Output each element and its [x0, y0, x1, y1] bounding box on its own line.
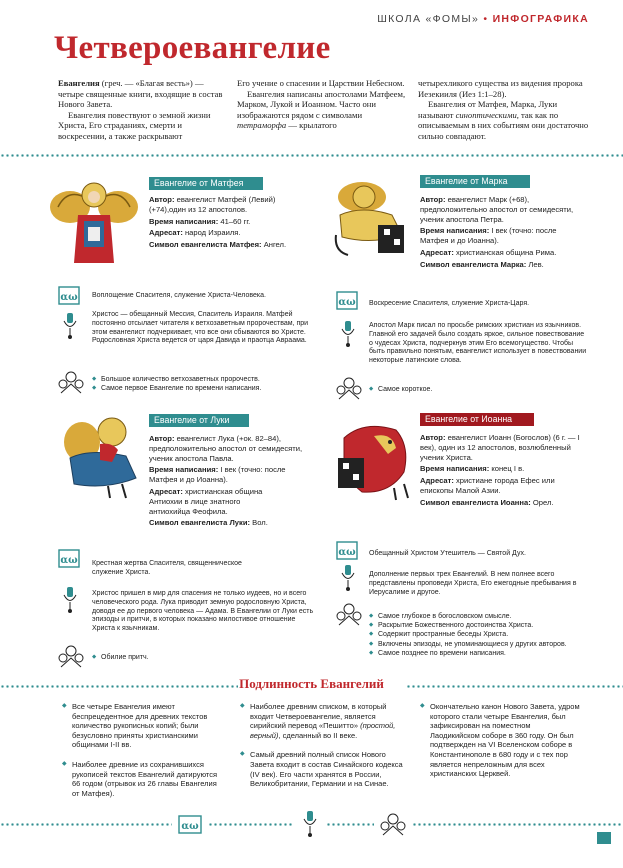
alpha-omega-icon [58, 285, 80, 307]
intro-term: Евангелия [58, 78, 100, 88]
value: Лев. [526, 259, 544, 269]
angel-symbol-icon [48, 177, 140, 267]
intro-text: Евангелия написаны апостолами Матфеем, Марком, Лукой и Иоанном. Часто они изображаются рядом с символами [237, 88, 406, 120]
value: евангелист Марк (+68), предположительно апостол от семидесяти, ученик апостола Петра. [420, 195, 574, 224]
divider-dots [326, 822, 374, 827]
page-corner-tab [597, 832, 611, 844]
luke-text: Христос пришел в мир для спасения не только иудеев, но и всего человеческого рода. Лука приводит земную родословную Христа, доводя ее до первого человека — Адама. В Евангелии от Луки есть эпизоды и притчи, в которых показано милостивое отношение Христа к язычникам. [92, 590, 314, 633]
label: Символ евангелиста Марка: [420, 259, 527, 269]
feature-item: ◆ Самое первое Евангелие по времени написания. [92, 384, 312, 393]
label: Символ евангелиста Луки: [149, 518, 251, 528]
svg-text:αω: αω [338, 297, 356, 308]
mark-features [369, 385, 569, 394]
john-features [369, 612, 599, 658]
label: Адресат: [149, 486, 183, 496]
feature-item: ◆ Большое количество ветхозаветных пророчеств. [92, 375, 312, 384]
matthew-theme: Воплощение Спасителя, служение Христа-Человека. [92, 292, 266, 299]
page-title: Четвероевангелие [54, 30, 331, 66]
matthew-details [149, 195, 309, 252]
feature-item: ◆ Самое короткое. [369, 385, 569, 394]
header-dot: • [483, 13, 489, 25]
intro-text: Его учение о спасении и Царствии Небесном. [237, 78, 405, 88]
authenticity-item: ◆ Окончательно канон Нового Завета, удром которого стали четыре Евангелия, был зафиксирован на поместном Лаодикийском соборе в 360 году. Он был подтвержден на VI Вселенском соборе в Константинополе в 680 году и с тех пор является непреложным для всех христианских Церквей. [420, 702, 582, 779]
divider-dots [208, 822, 294, 827]
mark-text: Апостол Марк писал по просьбе римских христиан из язычников. Главной его задачей было создать яркое, сильное повествование о чудесах Христа, подчеркнув этим Его всемогущество. Чтобы быть правильно понятым, евангелист использует в повествовании некоторые латинские слова. [369, 322, 587, 365]
value: евангелист Лука (+ок. 82–84), предположительно апостол от семидесяти, ученик апостола Павла. [149, 434, 303, 463]
authenticity-item: ◆ Самый древний полный список Нового Завета входит в состав Синайского кодекса (IV век). Его части хранятся в России, Великобритании, Германии и на Синае. [240, 750, 406, 788]
authenticity-item: ◆ Наиболее древние из сохранившихся рукописей текстов Евангелий датируются 66 годом (отрывок из 26 главы Евангелия от Матфея). [62, 760, 226, 798]
eagle-symbol-icon [334, 418, 418, 502]
divider-dots [0, 822, 172, 827]
feature-item: ◆ Обилие притч. [92, 653, 292, 662]
ox-symbol-icon [60, 414, 146, 500]
value: христианская община Антиохии в лице знатного антиохийца Феофила. [149, 486, 263, 516]
alpha-omega-icon [178, 814, 200, 836]
readers-icon [336, 376, 362, 400]
intro-col-3 [418, 78, 590, 142]
speaker-icon [302, 810, 318, 838]
intro-term: тетраморфа [237, 120, 287, 131]
svg-text:αω: αω [60, 555, 78, 566]
value: христианская община Рима. [453, 247, 557, 257]
intro-col-2 [237, 78, 409, 131]
intro-text: — крылатого [286, 120, 337, 131]
alpha-omega-icon [336, 540, 358, 562]
text: , сделанный во II веке. [278, 730, 358, 740]
speaker-icon [340, 320, 356, 348]
authenticity-col-3 [420, 702, 582, 789]
text: (простой, верный) [250, 721, 396, 740]
john-theme: Обещанный Христом Утешитель — Святой Дух. [369, 550, 526, 557]
john-title: Евангелие от Иоанна [420, 413, 534, 426]
label: Адресат: [420, 476, 454, 486]
intro-text: Евангелия от Матфея, Марка, Луки называют [418, 99, 558, 120]
label: Автор: [420, 195, 446, 204]
feature-item: ◆ Включены эпизоды, не упоминающиеся у других авторов. [369, 640, 599, 649]
value: Вол. [250, 518, 268, 528]
authenticity-col-1 [62, 702, 226, 808]
feature-item: ◆ Раскрытие Божественного достоинства Христа. [369, 621, 599, 630]
svg-text:αω: αω [338, 547, 356, 558]
feature-item: ◆ Самое позднее по времени написания. [369, 649, 599, 658]
alpha-omega-icon [58, 548, 80, 570]
readers-icon [58, 370, 84, 394]
label: Время написания: [420, 226, 490, 236]
divider-dots [0, 153, 623, 158]
value: конец I в. [489, 464, 525, 474]
label: Символ евангелиста Иоанна: [420, 497, 531, 507]
value: христиане города Ефес или епископы Малой Азии. [420, 476, 555, 495]
speaker-icon [340, 564, 356, 592]
value: 41–60 гг. [218, 216, 251, 226]
label: Адресат: [149, 228, 183, 238]
label: Автор: [420, 433, 446, 442]
label: Символ евангелиста Матфея: [149, 240, 262, 250]
luke-features [92, 653, 292, 662]
value: I век (точно: после Матфея и до Иоанна). [420, 226, 557, 246]
speaker-icon [62, 586, 78, 614]
label: Автор: [149, 434, 175, 443]
intro-col-1 [58, 78, 228, 142]
label: Время написания: [149, 216, 219, 226]
authenticity-item: ◆ Все четыре Евангелия имеют беспрецедентное для древних текстов количество рукописных копий; были безусловно приняты христианскими общинами I-II вв. [62, 702, 226, 750]
luke-title: Евангелие от Луки [149, 414, 249, 427]
matthew-title: Евангелие от Матфея [149, 177, 263, 190]
intro-term: синоптическими [455, 109, 517, 120]
value: евангелист Иоанн (Богослов) (6 г. — I век), один из 12 апостолов, возлюбленный ученик Христа. [420, 433, 580, 462]
luke-details [149, 434, 311, 530]
divider-dots [412, 822, 623, 827]
svg-text:αω: αω [60, 292, 78, 303]
feature-item: ◆ Самое глубокое в богословском смысле. [369, 612, 599, 621]
readers-icon [380, 812, 406, 836]
john-details [420, 433, 582, 510]
mark-details [420, 195, 585, 272]
authenticity-item [240, 702, 406, 740]
john-text: Дополнение первых трех Евангелий. В нем полнее всего представлены проповеди Христа, Его ежегодные пребывания в Иерусалиме и другое. [369, 571, 577, 596]
label: Время написания: [420, 464, 490, 474]
alpha-omega-icon [336, 290, 358, 312]
authenticity-title: Подлинность Евангелий [239, 676, 384, 691]
value: народ Израиля. [182, 228, 241, 238]
value: Ангел. [261, 240, 287, 250]
intro-text: четырехликого существа из видения пророка Иезекииля (Иез 1:1–28). [418, 78, 583, 99]
intro-text: Евангелия повествуют о земной жизни Христа, Его страданиях, смерти и воскресении, а также раскрывают [58, 109, 211, 141]
label: Адресат: [420, 247, 454, 257]
feature-item: ◆ Содержит пространные беседы Христа. [369, 630, 599, 639]
text: Наиболее древним списком, в который входит Четвероевангелие, является сирийский перевод «Пешитто» [250, 702, 387, 731]
label: Время написания: [149, 465, 219, 475]
speaker-icon [62, 312, 78, 340]
authenticity-col-2 [240, 702, 406, 799]
label: Автор: [149, 195, 175, 204]
mark-theme: Воскресение Спасителя, служение Христа-Царя. [369, 300, 530, 307]
matthew-text: Христос — обещанный Мессия, Спаситель Израиля. Матфей постоянно отсылает читателя к ветхозаветным пророчествам, при этом евангелист подчеркивает, что все они сбываются во Христе. Родословная Христа ведется от царя Давида и праотца Авраама. [92, 311, 309, 345]
section-header [377, 13, 589, 25]
intro-text: (греч. — «Благая весть») — четыре священные книги, входящие в состав Нового Завета. [58, 78, 223, 110]
header-series: ШКОЛА «ФОМЫ» [377, 13, 480, 25]
lion-symbol-icon [332, 175, 416, 263]
value: евангелист Матфей (Левий) (+74),один из 12 апостолов. [149, 195, 276, 214]
value: Орел. [530, 497, 554, 507]
svg-text:αω: αω [181, 821, 199, 832]
header-category: ИНФОГРАФИКА [492, 13, 589, 25]
mark-title: Евангелие от Марка [420, 175, 530, 188]
value: I век (точно: после Матфея и до Иоанна). [149, 465, 286, 485]
luke-theme: Крестная жертва Спасителя, священническое служение Христа. [92, 560, 242, 576]
readers-icon [336, 602, 362, 626]
intro-text: , так как по описываемым в них событиям они достаточно сильно совпадают. [418, 109, 589, 141]
readers-icon [58, 644, 84, 668]
matthew-features [92, 375, 312, 393]
